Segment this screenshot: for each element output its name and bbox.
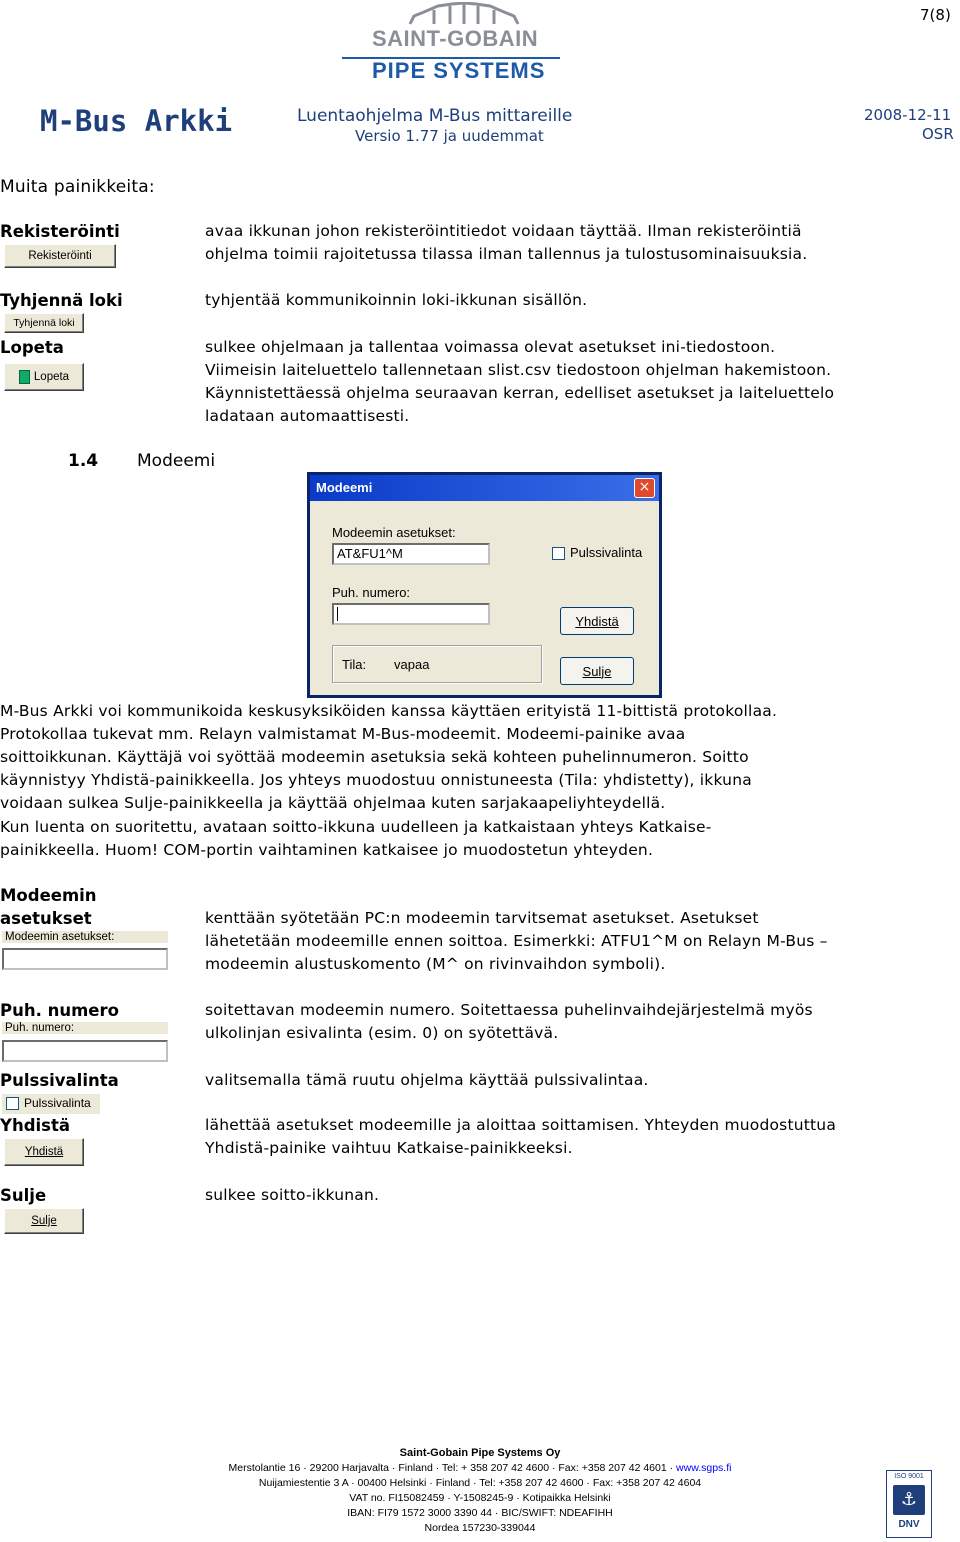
doc-author: OSR [922, 125, 954, 143]
doc-subtitle: Luentaohjelma M-Bus mittareille [297, 106, 573, 126]
rekisterointi-desc-1: avaa ikkunan johon rekisteröintitiedot voidaan täyttää. Ilman rekisteröintiä [205, 222, 802, 240]
sulje-widget-button[interactable] [4, 1208, 84, 1234]
footer-company: Saint-Gobain Pipe Systems Oy [399, 1447, 561, 1459]
connect-button-label: Yhdistä [575, 613, 619, 629]
dialog-close-button[interactable] [560, 657, 634, 685]
heading-lopeta: Lopeta [0, 338, 64, 357]
dialog-titlebar [310, 475, 659, 501]
lopeta-icon [19, 370, 30, 384]
body-line-6: Kun luenta on suoritettu, avataan soitto-ikkuna uudelleen ja katkaistaan yhteys Katkaise- [0, 818, 712, 836]
lopeta-button-label: Lopeta [33, 371, 70, 383]
sulje-desc: sulkee soitto-ikkunan. [205, 1186, 380, 1204]
footer-line-4: IBAN: FI79 1572 3000 3390 44 · BIC/SWIFT: NDEAFIHH [347, 1507, 613, 1519]
doc-title: M-Bus Arkki [40, 104, 233, 138]
body-line-7: painikkeella. Huom! COM-portin vaihtaminen katkaisee jo muodostetun yhteyden. [0, 841, 654, 859]
status-label: Tila: [342, 657, 367, 672]
settings-label: Modeemin asetukset: [332, 525, 456, 540]
phone-label: Puh. numero: [332, 585, 411, 600]
sulje-widget-label: Sulje [31, 1215, 57, 1227]
heading-tyhjenna-loki: Tyhjennä loki [0, 291, 123, 310]
lopeta-button[interactable] [4, 363, 84, 391]
footer-website-link[interactable]: www.sgps.fi [676, 1462, 732, 1474]
section-number: 1.4 [68, 451, 99, 471]
status-value: vapaa [394, 657, 430, 672]
tyhjenna-loki-button[interactable]: Tyhjennä loki [4, 313, 84, 333]
pulse-widget-checkbox[interactable] [6, 1097, 19, 1110]
lopeta-desc-4: ladataan automaattisesti. [205, 407, 410, 425]
settings-desc-1: kenttään syötetään PC:n modeemin tarvitsemat asetukset. Asetukset [205, 909, 759, 927]
body-line-1: M-Bus Arkki voi kommunikoida keskusyksiköiden kanssa käyttäen erityistä 11-bittistä protokollaa. [0, 702, 778, 720]
lopeta-desc-3: Käynnistettäessä ohjelma seuraavan kerran, edelliset asetukset ja laiteluettelo [205, 384, 835, 402]
close-icon[interactable]: × [634, 478, 655, 498]
body-line-3: soittoikkunan. Käyttäjä voi syöttää modeemin asetuksia sekä kohteen puhelinnumeron. Soitto [0, 748, 749, 766]
text-caret [337, 607, 338, 621]
settings-widget-label: Modeemin asetukset: [2, 931, 168, 943]
dialog-close-button-label: Sulje [582, 663, 612, 679]
cert-dnv-label: DNV [898, 1519, 920, 1530]
doc-version: Versio 1.77 ja uudemmat [355, 127, 544, 145]
phone-widget-label: Puh. numero: [2, 1022, 168, 1034]
rekisterointi-button[interactable]: Rekisteröinti [4, 244, 116, 268]
yhdista-desc-2: Yhdistä-painike vaihtuu Katkaise-painikkeeksi. [205, 1139, 573, 1157]
yhdista-desc-1: lähettää asetukset modeemille ja aloittaa soittamisen. Yhteyden muodostuttua [205, 1116, 837, 1134]
phone-input[interactable] [332, 603, 490, 625]
heading-sulje: Sulje [0, 1186, 47, 1205]
settings-desc-2: lähetetään modeemille ennen soittoa. Esimerkki: ATFU1^M on Relayn M-Bus – [205, 932, 828, 950]
logo-building-icon [404, 2, 524, 26]
body-line-2: Protokollaa tukevat mm. Relayn valmistamat M-Bus-modeemit. Modeemi-painike avaa [0, 725, 686, 743]
yhdista-widget-button[interactable] [4, 1138, 84, 1166]
lopeta-desc-1: sulkee ohjelmaan ja tallentaa voimassa olevat asetukset ini-tiedostoon. [205, 338, 776, 356]
logo-text-saint-gobain: SAINT-GOBAIN [372, 26, 539, 51]
heading-rekisterointi: Rekisteröinti [0, 222, 120, 241]
page-number: 7(8) [920, 6, 951, 24]
heading-pulssivalinta: Pulssivalinta [0, 1071, 119, 1090]
dialog-title: Modeemi [316, 480, 373, 495]
heading-puh-numero: Puh. numero [0, 1001, 119, 1020]
modeemi-dialog [307, 472, 662, 698]
body-line-5: voidaan sulkea Sulje-painikkeella ja käyttää ohjelmaa kuten sarjakaapeliyhteydellä. [0, 794, 666, 812]
yhdista-widget-label: Yhdistä [24, 1146, 64, 1158]
connect-button[interactable] [560, 607, 634, 635]
phone-widget-input[interactable] [2, 1040, 168, 1062]
footer-address-1: Merstolantie 16 · 29200 Harjavalta · Finland · Tel: + 358 207 42 4600 · Fax: +358 207 42 4601 · [228, 1462, 674, 1474]
heading-modeemin: Modeemin [0, 886, 97, 905]
settings-widget-input[interactable] [2, 948, 168, 970]
footer-line-2: Nuijamiestentie 3 A · 00400 Helsinki · Finland · Tel: +358 207 42 4600 · Fax: +358 207 42 4604 [258, 1477, 702, 1489]
rekisterointi-desc-2: ohjelma toimii rajoitetussa tilassa ilman tallennus ja tulostusominaisuuksia. [205, 245, 808, 263]
pulse-checkbox[interactable] [552, 547, 565, 560]
tyhjenna-loki-desc: tyhjentää kommunikoinnin loki-ikkunan sisällön. [205, 291, 588, 309]
pulse-widget-label: Pulssivalinta [24, 1096, 91, 1110]
lopeta-desc-2: Viimeisin laiteluettelo tallennetaan slist.csv tiedostoon ohjelman hakemistoon. [205, 361, 832, 379]
heading-yhdista: Yhdistä [0, 1116, 71, 1135]
footer-line-1 [0, 1461, 960, 1476]
cert-iso-label: ISO 9001 [894, 1473, 924, 1480]
section-title: Modeemi [137, 451, 216, 471]
doc-date: 2008-12-11 [864, 106, 952, 124]
pulse-desc: valitsemalla tämä ruutu ohjelma käyttää pulssivalintaa. [205, 1071, 649, 1089]
settings-input-value: AT&FU1^M [337, 546, 403, 561]
settings-desc-3: modeemin alustuskomento (M^ on rivinvaihdon symboli). [205, 955, 666, 973]
footer-line-3: VAT no. FI15082459 · Y-1508245-9 · Kotipaikka Helsinki [349, 1492, 611, 1504]
settings-input[interactable] [332, 543, 490, 565]
cert-anchor-icon: ⚓ [893, 1485, 925, 1515]
heading-asetukset: asetukset [0, 909, 92, 928]
logo-text-pipe-systems: PIPE SYSTEMS [372, 58, 546, 83]
certification-badge [886, 1470, 932, 1538]
footer-line-5: Nordea 157230-339044 [424, 1522, 536, 1534]
section-intro: Muita painikkeita: [0, 177, 155, 197]
pulse-label: Pulssivalinta [570, 545, 643, 560]
body-line-4: käynnistyy Yhdistä-painikkeella. Jos yhteys muodostuu onnistuneesta (Tila: yhdistetty), ikkuna [0, 771, 752, 789]
phone-desc-1: soitettavan modeemin numero. Soitettaessa puhelinvaihdejärjestelmä myös [205, 1001, 813, 1019]
phone-desc-2: ulkolinjan esivalinta (esim. 0) on syötettävä. [205, 1024, 559, 1042]
pulse-widget[interactable] [2, 1094, 100, 1114]
